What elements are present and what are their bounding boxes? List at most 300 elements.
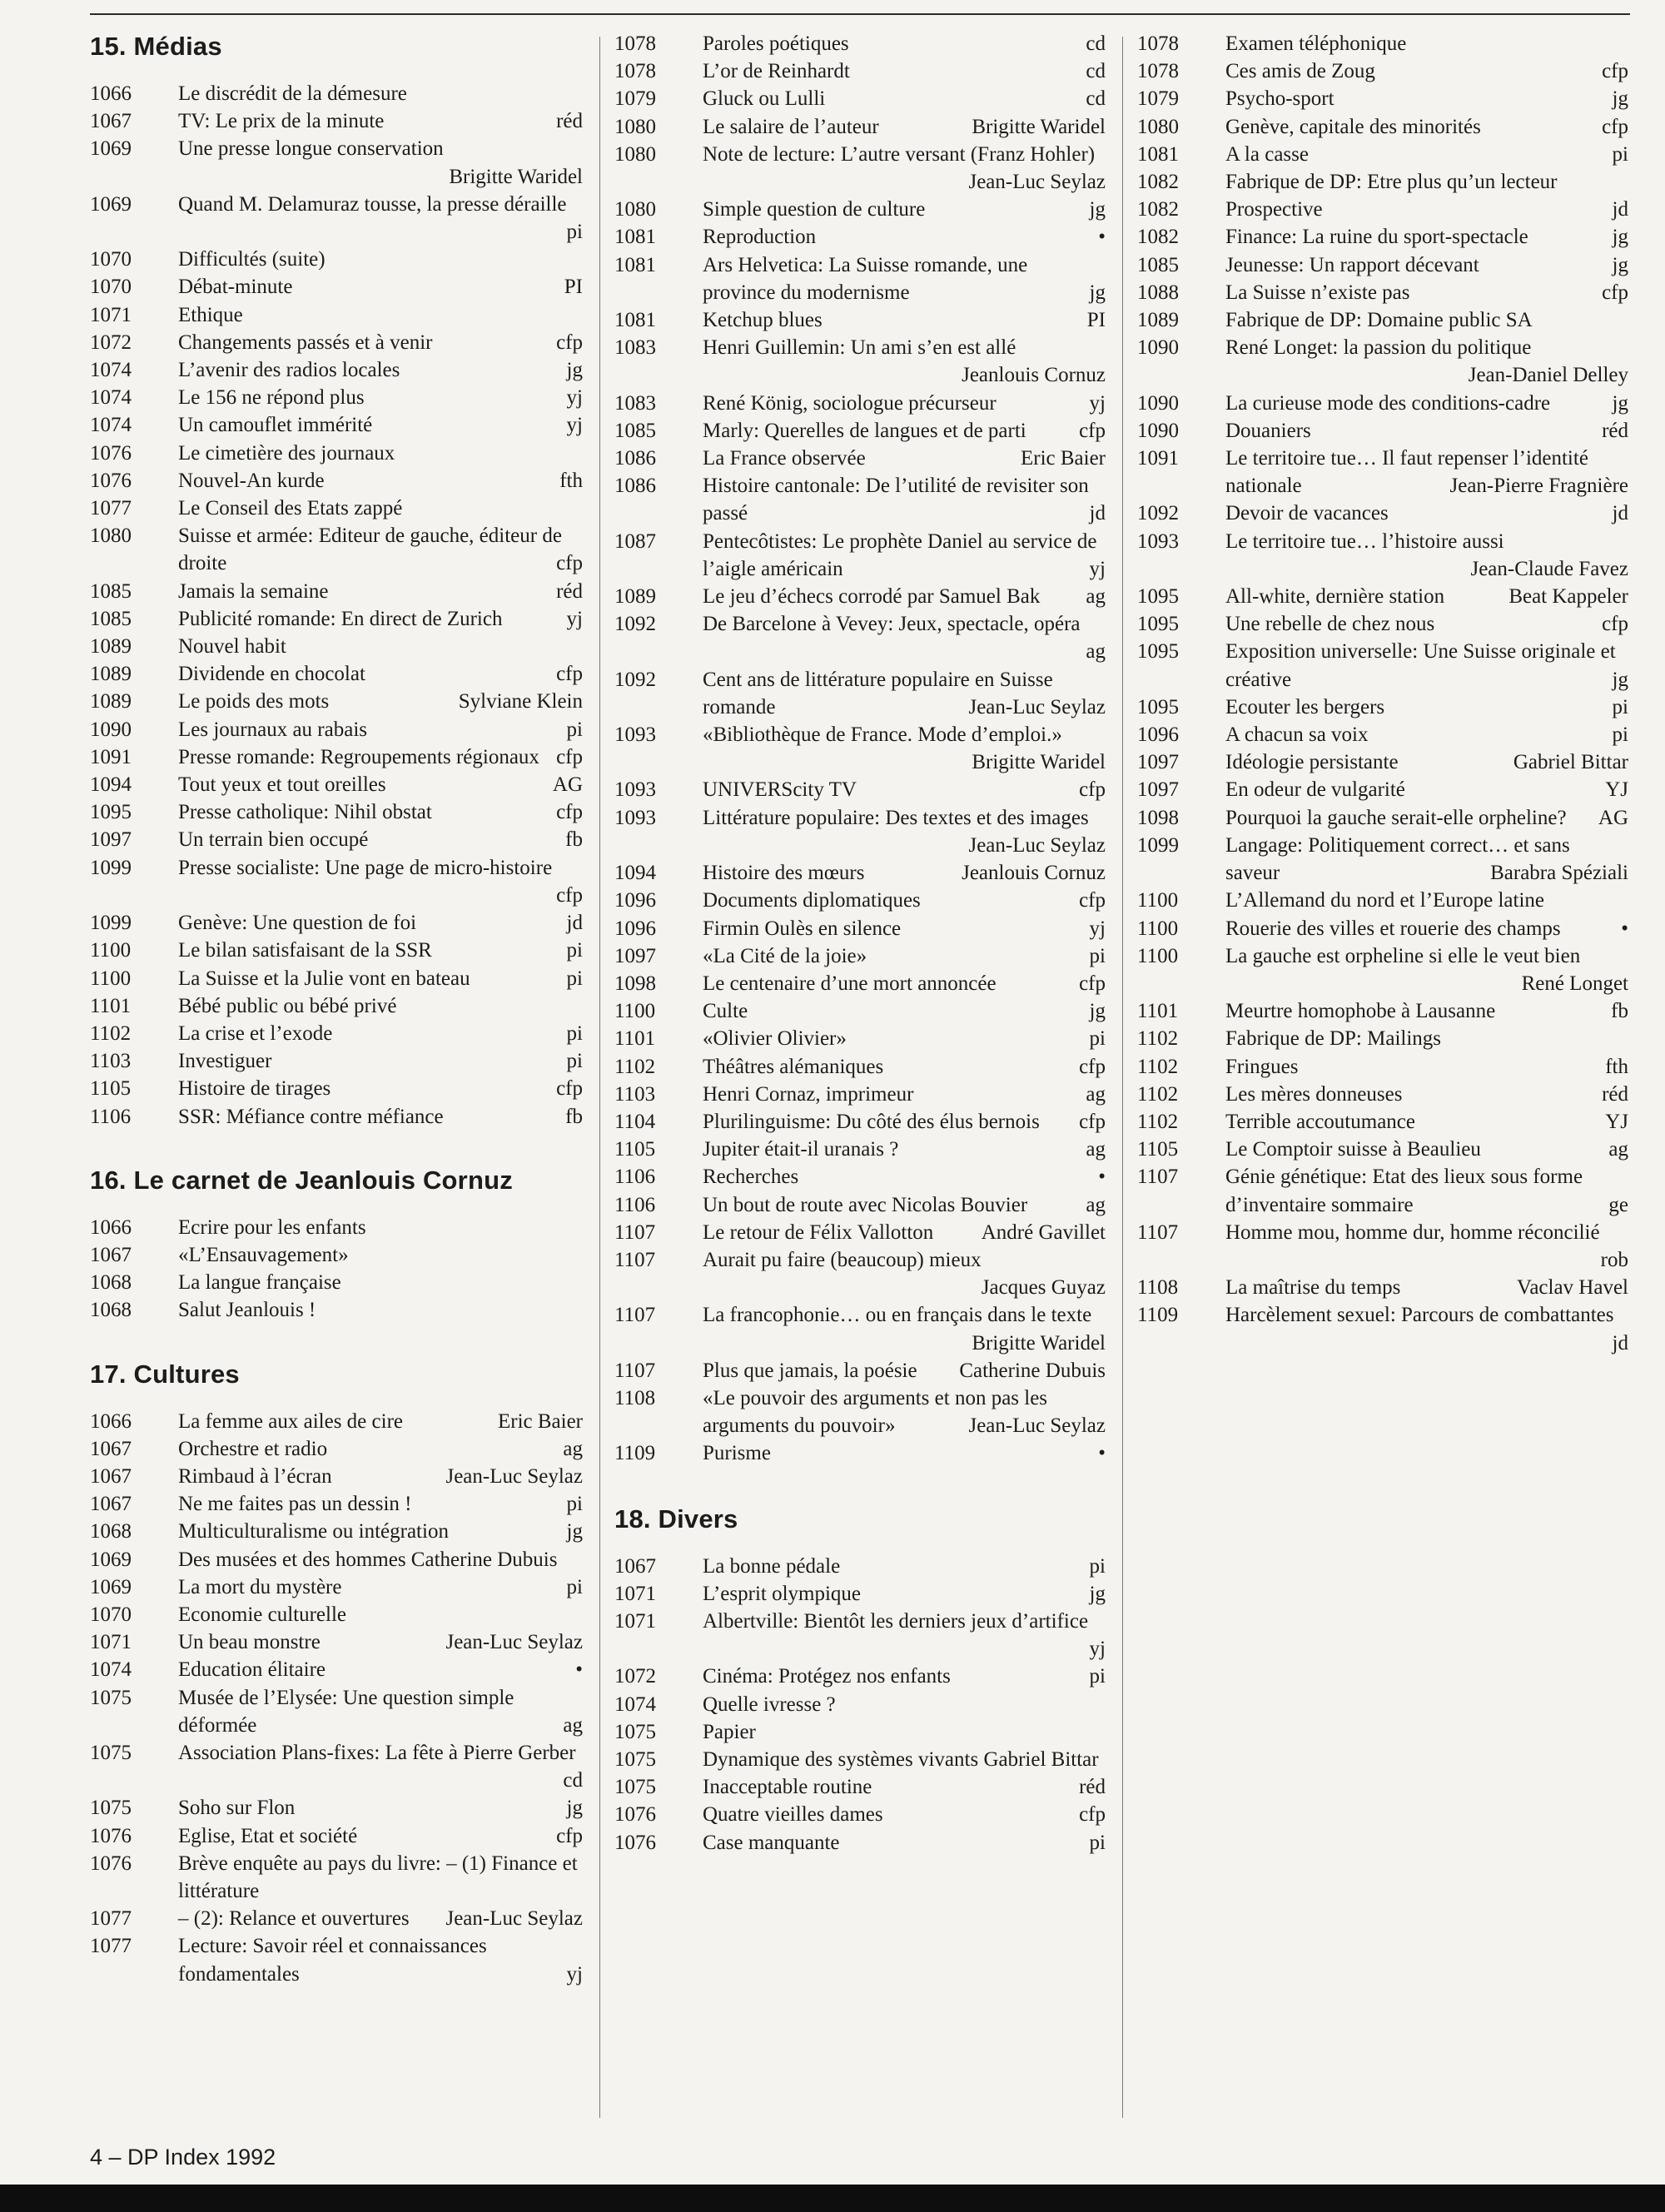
entry-body — [1225, 1301, 1628, 1356]
index-entry — [614, 417, 1106, 445]
index-entry — [90, 107, 583, 135]
article-title: All-white, dernière station — [1225, 585, 1445, 609]
index-entry — [614, 1246, 1106, 1301]
issue-number: 1093 — [614, 806, 656, 829]
article-title: Documents diplomatiques — [703, 889, 921, 912]
section-divers-continued — [1137, 30, 1628, 1357]
article-title: Paroles poétiques — [703, 32, 849, 55]
entry-body — [178, 1408, 583, 1435]
section-cultures-continued — [614, 30, 1106, 1468]
author-code: Brigitte Waridel — [972, 1331, 1106, 1355]
index-entry — [1137, 1108, 1628, 1136]
index-entry — [90, 1103, 583, 1131]
index-entry — [1137, 776, 1628, 803]
author-code: AG — [552, 773, 583, 797]
article-title: La France observée — [703, 447, 866, 470]
author-code: cfp — [1602, 281, 1628, 304]
article-title: Le territoire tue… l’histoire aussi — [1225, 529, 1504, 553]
issue-number: 1081 — [614, 253, 656, 276]
issue-number: 1089 — [90, 635, 132, 659]
issue-number: 1099 — [1137, 833, 1179, 857]
index-entry — [90, 1020, 583, 1047]
issue-number: 1102 — [1137, 1055, 1179, 1078]
entry-body — [703, 334, 1106, 389]
index-entry — [1137, 997, 1628, 1025]
index-entry — [614, 85, 1106, 112]
index-entry — [614, 390, 1106, 417]
index-entry — [614, 1136, 1106, 1163]
index-entry — [614, 887, 1106, 914]
entry-body — [1225, 1163, 1628, 1218]
issue-number: 1078 — [1137, 60, 1179, 83]
author-code: Jean-Luc Seylaz — [445, 1631, 583, 1654]
author-code: cfp — [556, 663, 583, 686]
entry-body — [703, 859, 1106, 887]
index-entry — [90, 329, 583, 356]
article-title: Le Comptoir suisse à Beaulieu — [1225, 1138, 1481, 1161]
entry-body — [703, 223, 1106, 251]
index-entry — [614, 1301, 1106, 1356]
article-title: Quelle ivresse ? — [703, 1693, 836, 1716]
issue-number: 1100 — [90, 939, 132, 962]
article-title: Genève: Une question de foi — [178, 912, 417, 935]
entry-body — [703, 1801, 1106, 1828]
index-entry — [1137, 141, 1628, 168]
author-code: jg — [1612, 87, 1628, 111]
article-title: Difficultés (suite) — [178, 248, 326, 271]
entry-body — [178, 992, 583, 1020]
article-title: Des musées et des hommes Catherine Dubuis — [178, 1548, 558, 1571]
entry-body — [703, 57, 1106, 85]
entry-body — [178, 356, 583, 384]
entry-body — [703, 1829, 1106, 1857]
entry-body — [703, 1081, 1106, 1108]
entry-body — [178, 578, 583, 605]
entry-body — [178, 440, 583, 467]
index-entry — [1137, 748, 1628, 776]
index-entry — [90, 1601, 583, 1628]
entry-body — [703, 583, 1106, 610]
issue-number: 1075 — [614, 1747, 656, 1771]
article-title: Changements passés et à venir — [178, 331, 433, 354]
article-title: Quand M. Delamuraz tousse, la presse déraille — [178, 192, 567, 216]
index-entry — [90, 1739, 583, 1794]
issue-number: 1082 — [1137, 198, 1179, 221]
article-title: Culte — [703, 1000, 748, 1023]
entry-body — [1225, 223, 1628, 251]
entry-body — [178, 660, 583, 688]
author-code: cfp — [1079, 1110, 1106, 1133]
article-title: Jeunesse: Un rapport décevant — [1225, 253, 1479, 276]
article-title: Finance: La ruine du sport-spectacle — [1225, 226, 1528, 249]
issue-number: 1102 — [1137, 1082, 1179, 1106]
issue-number: 1080 — [614, 115, 656, 138]
issue-number: 1097 — [1137, 751, 1179, 774]
issue-number: 1086 — [614, 447, 656, 470]
article-title: Rouerie des villes et rouerie des champs — [1225, 917, 1561, 940]
entry-body — [1225, 915, 1628, 942]
author-code: PI — [1086, 309, 1106, 332]
entry-body — [178, 1047, 583, 1075]
index-entry — [90, 1573, 583, 1601]
entry-body — [178, 1546, 583, 1573]
entry-body — [1225, 583, 1628, 610]
author-code: Brigitte Waridel — [449, 165, 583, 188]
issue-number: 1069 — [90, 192, 132, 216]
author-code: yj — [566, 607, 583, 630]
index-entry — [1137, 832, 1628, 887]
entry-body — [1225, 334, 1628, 389]
entry-body — [178, 771, 583, 798]
article-title: Note de lecture: L’autre versant (Franz Hohler) — [703, 142, 1096, 166]
entry-body — [703, 666, 1106, 721]
page-footer: 4 – DP Index 1992 — [90, 2145, 276, 2170]
entry-body — [178, 1739, 583, 1794]
article-title: L’avenir des radios locales — [178, 359, 400, 382]
entry-body — [703, 141, 1106, 196]
issue-number: 1072 — [90, 331, 132, 354]
author-code: • — [575, 1658, 583, 1682]
entry-body — [178, 1905, 583, 1932]
author-code: jg — [566, 1797, 583, 1820]
index-entry — [90, 1296, 583, 1324]
author-code: fb — [565, 1105, 583, 1128]
author-code: Eric Baier — [1020, 447, 1106, 470]
entry-body — [703, 1746, 1106, 1773]
author-code: jg — [1612, 668, 1628, 691]
article-title: Jupiter était-il uranais ? — [703, 1138, 899, 1161]
issue-number: 1106 — [614, 1166, 656, 1189]
article-title: Cinéma: Protégez nos enfants — [703, 1665, 951, 1688]
article-title: Henri Cornaz, imprimeur — [703, 1082, 914, 1106]
entry-body — [1225, 113, 1628, 141]
entry-body — [703, 113, 1106, 141]
article-title: Dynamique des systèmes vivants Gabriel Bittar — [703, 1747, 1099, 1771]
article-title: Théâtres alémaniques — [703, 1055, 884, 1078]
author-code: pi — [566, 967, 583, 990]
author-code: cfp — [556, 801, 583, 824]
author-code: cd — [1086, 87, 1106, 111]
article-title: Le jeu d’échecs corrodé par Samuel Bak — [703, 585, 1041, 609]
issue-number: 1105 — [1137, 1138, 1179, 1161]
issue-number: 1077 — [90, 1935, 132, 1958]
section-title: 17. Cultures — [90, 1359, 240, 1389]
author-code: pi — [1089, 1554, 1106, 1578]
article-title: L’Allemand du nord et l’Europe latine — [1225, 889, 1544, 912]
entry-body — [703, 306, 1106, 334]
article-title: Ketchup blues — [703, 309, 823, 332]
article-title: Gluck ou Lulli — [703, 87, 826, 111]
issue-number: 1106 — [614, 1193, 656, 1216]
author-code: pi — [1089, 1027, 1106, 1051]
article-title: La gauche est orpheline si elle le veut bien — [1225, 944, 1581, 967]
entry-body — [178, 1794, 583, 1822]
author-code: ag — [1608, 1138, 1628, 1161]
entry-body — [1225, 306, 1628, 334]
index-entry — [614, 1773, 1106, 1801]
article-title: Economie culturelle — [178, 1603, 347, 1626]
article-title: Presse romande: Regroupements régionaux — [178, 745, 539, 768]
issue-number: 1096 — [614, 917, 656, 940]
index-entry — [90, 1822, 583, 1850]
entry-body — [178, 1628, 583, 1656]
index-entry — [1137, 30, 1628, 57]
author-code: pi — [566, 1493, 583, 1516]
issue-number: 1077 — [90, 1907, 132, 1931]
article-title: Plurilinguisme: Du côté des élus bernois — [703, 1110, 1040, 1133]
article-title: Le Conseil des Etats zappé — [178, 497, 403, 520]
section-carnet — [90, 1164, 583, 1325]
entry-body — [178, 909, 583, 937]
author-code: pi — [566, 1050, 583, 1073]
article-title: Meurtre homophobe à Lausanne — [1225, 1000, 1496, 1023]
issue-number: 1087 — [614, 529, 656, 553]
index-entry — [90, 798, 583, 826]
author-code: jg — [1089, 198, 1106, 221]
issue-number: 1090 — [1137, 391, 1179, 415]
issue-number: 1075 — [90, 1741, 132, 1764]
entry-body — [178, 522, 583, 577]
author-code: jd — [1612, 1331, 1628, 1355]
author-code: Jean-Luc Seylaz — [968, 695, 1106, 718]
article-title: «Olivier Olivier» — [703, 1027, 847, 1051]
entry-body — [1225, 279, 1628, 306]
entry-body — [703, 970, 1106, 997]
issue-number: 1109 — [614, 1442, 656, 1465]
index-entry — [614, 1108, 1106, 1136]
article-title: La francophonie… ou en français dans le texte — [703, 1304, 1092, 1327]
author-code: jd — [566, 912, 583, 935]
entry-body — [178, 1020, 583, 1047]
entry-body — [1225, 1025, 1628, 1052]
issue-number: 1085 — [90, 579, 132, 603]
index-entry — [90, 522, 583, 577]
issue-number: 1090 — [1137, 419, 1179, 442]
index-entry — [90, 467, 583, 495]
index-entry — [614, 1163, 1106, 1191]
author-code: Jeanlouis Cornuz — [962, 364, 1106, 387]
issue-number: 1109 — [1137, 1304, 1179, 1327]
article-title: – (2): Relance et ouvertures — [178, 1907, 410, 1931]
article-title: Histoire cantonale: De l’utilité de revisiter son passé — [703, 475, 1089, 525]
author-code: Catherine Dubuis — [959, 1359, 1106, 1382]
entry-body — [703, 251, 1106, 306]
entry-body — [1225, 693, 1628, 721]
article-title: «Bibliothèque de France. Mode d’emploi.» — [703, 723, 1062, 747]
article-title: Fabrique de DP: Etre plus qu’un lecteur — [1225, 171, 1558, 194]
article-title: Harcèlement sexuel: Parcours de combattantes — [1225, 1304, 1614, 1327]
article-title: L’esprit olympique — [703, 1582, 862, 1605]
issue-number: 1102 — [614, 1055, 656, 1078]
article-title: Un bout de route avec Nicolas Bouvier — [703, 1193, 1028, 1216]
author-code: cd — [563, 1769, 583, 1792]
index-entry — [614, 1439, 1106, 1467]
author-code: PI — [564, 276, 583, 299]
entry-body — [703, 776, 1106, 803]
article-title: Rimbaud à l’écran — [178, 1464, 332, 1488]
index-entry — [1137, 251, 1628, 279]
author-code: fth — [1605, 1055, 1628, 1078]
article-title: Nouvel habit — [178, 635, 286, 659]
entry-body — [703, 1439, 1106, 1467]
issue-number: 1093 — [1137, 529, 1179, 553]
issue-number: 1098 — [1137, 806, 1179, 829]
author-code: cfp — [556, 883, 583, 907]
article-title: Le centenaire d’une mort annoncée — [703, 972, 997, 995]
article-title: Littérature populaire: Des textes et des images — [703, 806, 1089, 829]
entry-body — [1225, 1136, 1628, 1163]
index-entry — [90, 716, 583, 743]
article-title: Aurait pu faire (beaucoup) mieux — [703, 1248, 982, 1271]
index-entry — [90, 356, 583, 384]
article-title: Pourquoi la gauche serait-elle orpheline? — [1225, 806, 1567, 829]
entry-body — [178, 688, 583, 715]
article-title: La langue française — [178, 1271, 341, 1295]
index-entry — [614, 472, 1106, 527]
index-entry — [1137, 1219, 1628, 1274]
entry-body — [703, 1163, 1106, 1191]
entry-body — [178, 1241, 583, 1269]
index-entry — [1137, 390, 1628, 417]
issue-number: 1095 — [1137, 585, 1179, 609]
index-entry — [614, 445, 1106, 472]
article-title: Multiculturalisme ou intégration — [178, 1520, 449, 1543]
issue-number: 1075 — [614, 1720, 656, 1743]
issue-number: 1103 — [614, 1082, 656, 1106]
entry-body — [178, 1601, 583, 1628]
index-entry — [90, 246, 583, 273]
entry-body — [703, 1663, 1106, 1690]
article-title: Papier — [703, 1720, 756, 1743]
entry-body — [703, 472, 1106, 527]
entry-body — [178, 1850, 583, 1905]
issue-number: 1107 — [614, 1248, 656, 1271]
article-title: Fringues — [1225, 1055, 1299, 1078]
article-title: Un beau monstre — [178, 1631, 321, 1654]
issue-number: 1070 — [90, 1603, 132, 1626]
issue-number: 1078 — [614, 32, 656, 55]
issue-number: 1075 — [90, 1686, 132, 1709]
author-code: pi — [566, 1021, 583, 1045]
issue-number: 1101 — [90, 994, 132, 1017]
article-title: Plus que jamais, la poésie — [703, 1359, 917, 1382]
author-code: pi — [566, 718, 583, 741]
issue-number: 1095 — [1137, 640, 1179, 664]
article-title: La Suisse n’existe pas — [1225, 281, 1410, 304]
entry-body — [703, 528, 1106, 583]
issue-number: 1066 — [90, 1409, 132, 1433]
issue-number: 1102 — [1137, 1027, 1179, 1051]
scan-edge-band — [0, 2185, 1665, 2212]
issue-number: 1080 — [614, 142, 656, 166]
issue-number: 1097 — [614, 944, 656, 967]
author-code: cfp — [1079, 972, 1106, 995]
issue-number: 1076 — [614, 1831, 656, 1854]
issue-number: 1095 — [90, 801, 132, 824]
author-code: cd — [1086, 32, 1106, 55]
entry-body — [703, 610, 1106, 665]
index-entry — [1137, 887, 1628, 914]
entry-body — [1225, 57, 1628, 85]
index-entry — [90, 1518, 583, 1545]
issue-number: 1097 — [90, 828, 132, 852]
author-code: réd — [556, 110, 583, 133]
entry-body — [703, 1553, 1106, 1580]
index-entry — [90, 191, 583, 246]
article-title: Presse socialiste: Une page de micro-histoire — [178, 856, 553, 879]
index-entry — [90, 1435, 583, 1463]
index-entry — [1137, 804, 1628, 832]
index-entry — [614, 1025, 1106, 1052]
article-title: Eglise, Etat et société — [178, 1824, 358, 1847]
issue-number: 1071 — [614, 1609, 656, 1633]
entry-body — [703, 1357, 1106, 1384]
entry-body — [178, 329, 583, 356]
article-title: Orchestre et radio — [178, 1437, 328, 1460]
article-title: Ecouter les bergers — [1225, 695, 1385, 718]
issue-number: 1074 — [90, 1658, 132, 1682]
article-title: Examen téléphonique — [1225, 32, 1407, 55]
issue-number: 1096 — [1137, 723, 1179, 747]
index-entry — [614, 1384, 1106, 1439]
author-code: cfp — [1079, 419, 1106, 442]
index-entry — [1137, 1301, 1628, 1356]
index-entry — [90, 965, 583, 992]
author-code: cfp — [556, 745, 583, 768]
entry-body — [178, 467, 583, 495]
author-code: jg — [566, 359, 583, 382]
issue-number: 1088 — [1137, 281, 1179, 304]
index-entry — [614, 113, 1106, 141]
issue-number: 1086 — [614, 475, 656, 498]
index-entry — [1137, 113, 1628, 141]
top-rule — [90, 13, 1630, 15]
author-code: cfp — [556, 331, 583, 354]
article-title: Un camouflet immérité — [178, 414, 373, 437]
entry-body — [703, 1025, 1106, 1052]
index-entry — [614, 1580, 1106, 1608]
article-title: Ars Helvetica: La Suisse romande, une province du modernisme — [703, 253, 1028, 304]
index-entry — [90, 1241, 583, 1269]
entry-body — [1225, 196, 1628, 223]
article-title: Albertville: Bientôt les derniers jeux d’artifice — [703, 1609, 1089, 1633]
issue-number: 1081 — [614, 226, 656, 249]
article-title: «La Cité de la joie» — [703, 944, 867, 967]
index-entry — [1137, 445, 1628, 500]
entry-body — [703, 445, 1106, 472]
issue-number: 1094 — [614, 862, 656, 885]
issue-number: 1082 — [1137, 171, 1179, 194]
article-title: Ecrire pour les enfants — [178, 1215, 366, 1239]
issue-number: 1080 — [614, 198, 656, 221]
issue-number: 1107 — [614, 1220, 656, 1244]
column-left — [90, 30, 583, 1988]
index-entry — [1137, 500, 1628, 527]
article-title: Tout yeux et tout oreilles — [178, 773, 386, 797]
index-entry — [1137, 1053, 1628, 1081]
article-title: Recherches — [703, 1166, 799, 1189]
entry-body — [1225, 500, 1628, 527]
issue-number: 1069 — [90, 1548, 132, 1571]
article-title: Ces amis de Zoug — [1225, 60, 1375, 83]
index-entry — [90, 826, 583, 853]
column-divider — [599, 37, 600, 2118]
author-code: pi — [1612, 695, 1628, 718]
issue-number: 1067 — [90, 1493, 132, 1516]
author-code: yj — [1089, 917, 1106, 940]
article-title: En odeur de vulgarité — [1225, 778, 1405, 802]
article-title: TV: Le prix de la minute — [178, 110, 385, 133]
